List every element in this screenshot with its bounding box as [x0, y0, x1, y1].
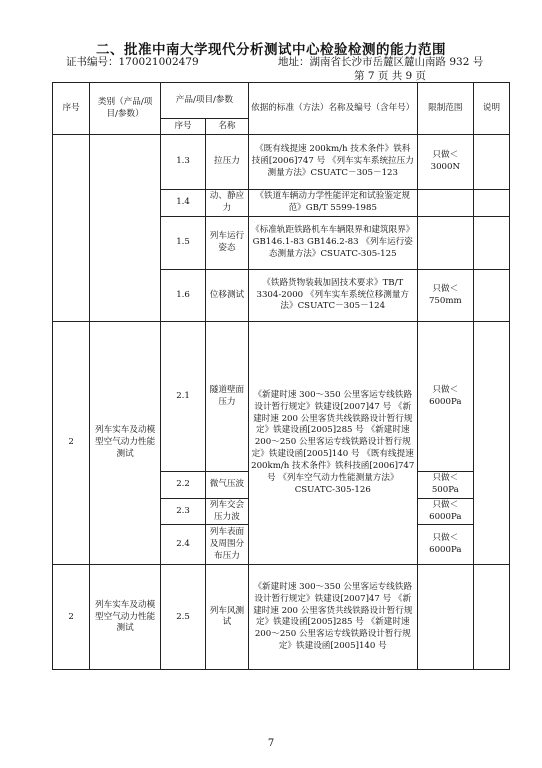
header-row-1	[53, 83, 510, 119]
note-cell	[473, 270, 509, 322]
standard-cell: 《既有线提速 200km/h 技术条件》铁科技函[2006]747 号 《列车实车系统拉压力测量方法》CSUATC－305－123	[248, 135, 417, 190]
note-cell	[473, 190, 509, 217]
certificate-number	[66, 54, 199, 69]
note-cell	[473, 322, 509, 565]
item-name: 列车交会压力波	[206, 498, 249, 525]
category-cell: 列车实车及动模型空气动力性能测试	[90, 322, 161, 565]
note-cell	[473, 135, 509, 190]
category-cell: 列车实车及动模型空气动力性能测试	[90, 565, 161, 670]
item-name: 隧道壁面压力	[206, 322, 249, 472]
address: 地址：湖南省长沙市岳麓区麓山南路 932 号	[278, 56, 484, 68]
col-limit: 限制范围	[417, 83, 473, 135]
cert-label: 证书编号：	[66, 56, 119, 68]
standard-cell: 《新建时速 300～350 公里客运专线铁路设计暂行规定》铁建设[2007]47 号 《新建时速 200 公里客货共线铁路设计暂行规定》铁建设函[2005]285 号 《新建时速 200～250 公里客运专线铁路设计暂行规定》铁建设函[2005]140 号	[248, 565, 417, 670]
item-name: 位移测试	[206, 270, 249, 322]
limit-cell	[417, 565, 473, 670]
item-name: 动、静应力	[206, 190, 249, 217]
col-note: 说明	[473, 83, 509, 135]
limit-cell: 只做＜750mm	[417, 270, 473, 322]
item-name: 列车运行姿态	[206, 217, 249, 270]
category-cell	[90, 135, 161, 322]
page-info: 第 7 页 共 9 页	[354, 70, 427, 82]
seq-cell: 2	[53, 565, 90, 670]
item-name: 微气压波	[206, 472, 249, 499]
item-name: 列车风测试	[206, 565, 249, 670]
item-no: 1.3	[161, 135, 206, 190]
standard-cell: 《铁路货物装载加固技术要求》TB/T 3304-2000 《列车实车系统位移测量方法》CSUATC－305－124	[248, 270, 417, 322]
capability-table	[52, 82, 510, 670]
item-no: 1.5	[161, 217, 206, 270]
limit-cell: 只做＜6000Pa	[417, 322, 473, 472]
standard-cell-shared: 《新建时速 300～350 公里客运专线铁路设计暂行规定》铁建设[2007]47 号 《新建时速 200 公里客货共线铁路设计暂行规定》铁建设函[2005]285 号 《新建时速 200～250 公里客运专线铁路设计暂行规定》铁建设函[2005]140 号 《既有线提速 200km/h 技术条件》铁科技函[2006]747 号 《列车空气动力性能测量方法》CSUATC-305-126	[248, 322, 417, 565]
col-seq: 序号	[53, 83, 90, 135]
seq-cell	[53, 135, 90, 322]
item-no: 1.4	[161, 190, 206, 217]
limit-cell	[417, 190, 473, 217]
col-sub-name: 名称	[206, 119, 249, 135]
note-cell	[473, 217, 509, 270]
standard-cell: 《标准轨距铁路机车车辆限界和建筑限界》GB146.1-83 GB146.2-83 《列车运行姿态测量方法》CSUATC-305-125	[248, 217, 417, 270]
item-no: 2.3	[161, 498, 206, 525]
page-number: 7	[267, 738, 275, 749]
table-row	[53, 135, 510, 190]
col-sub-no: 序号	[161, 119, 206, 135]
item-no: 2.5	[161, 565, 206, 670]
limit-cell: 只做＜3000N	[417, 135, 473, 190]
limit-cell	[417, 217, 473, 270]
item-name: 列车表面及周围分布压力	[206, 525, 249, 565]
item-name: 拉压力	[206, 135, 249, 190]
table-row	[53, 565, 510, 670]
note-cell	[473, 565, 509, 670]
limit-cell: 只做＜6000Pa	[417, 498, 473, 525]
page-title: 二、批准中南大学现代分析测试中心检验检测的能力范围	[96, 42, 446, 58]
col-standard: 依据的标准（方法）名称及编号（含年号）	[248, 83, 417, 135]
limit-cell: 只做＜500Pa	[417, 472, 473, 499]
item-no: 1.6	[161, 270, 206, 322]
limit-cell: 只做＜6000Pa	[417, 525, 473, 565]
seq-cell: 2	[53, 322, 90, 565]
col-category: 类别（产品/项目/参数）	[90, 83, 161, 135]
cert-value: 170021002479	[118, 56, 199, 68]
item-no: 2.4	[161, 525, 206, 565]
col-product: 产品/项目/参数	[161, 83, 249, 119]
table-row	[53, 322, 510, 472]
item-no: 2.1	[161, 322, 206, 472]
standard-cell: 《铁道车辆动力学性能评定和试验鉴定规范》GB/T 5599-1985	[248, 190, 417, 217]
item-no: 2.2	[161, 472, 206, 499]
